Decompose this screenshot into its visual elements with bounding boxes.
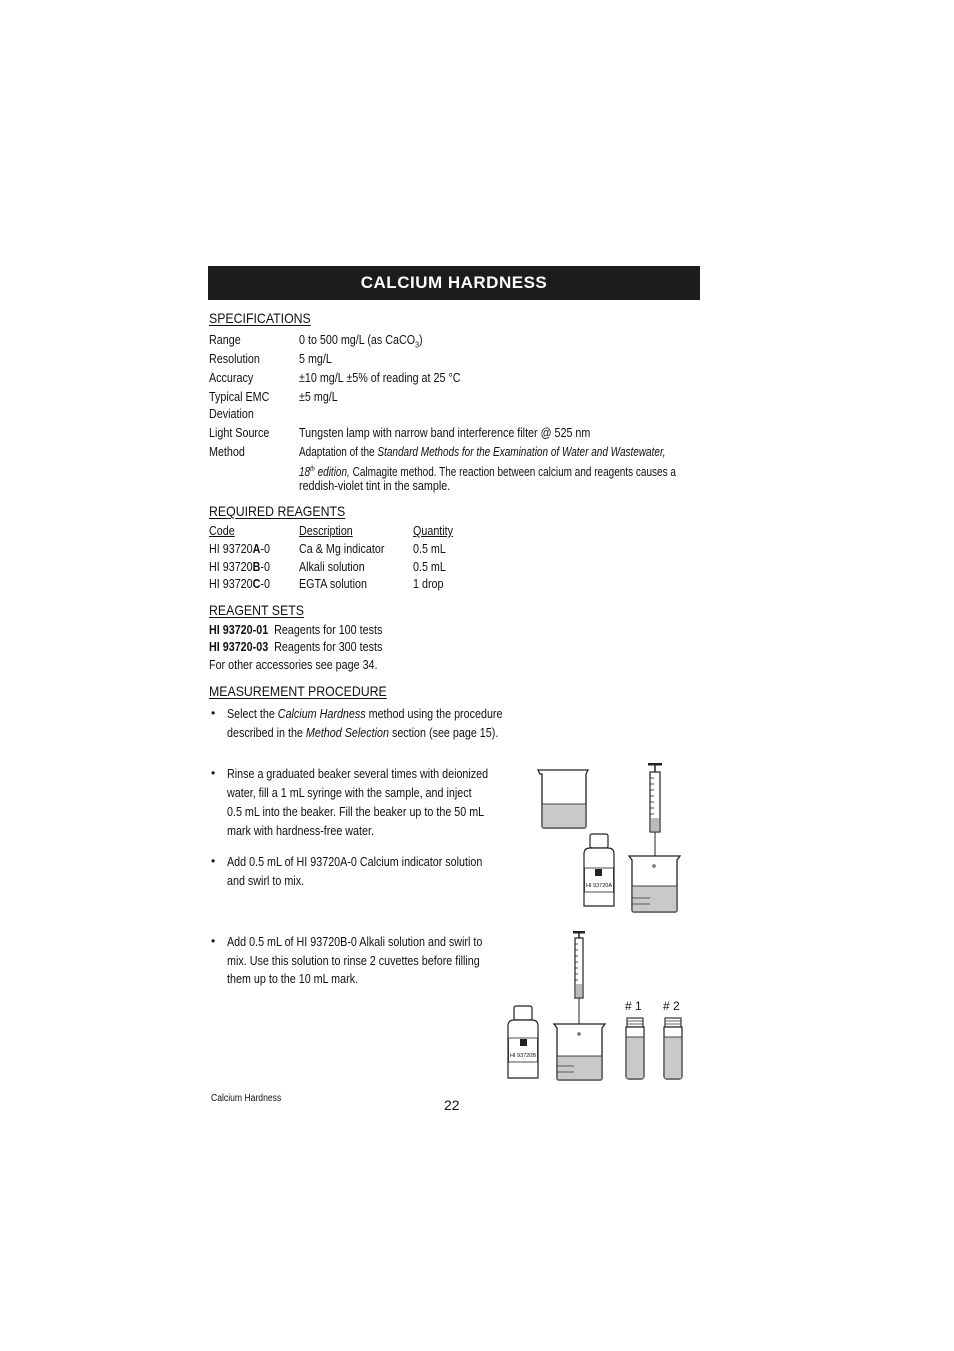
- reagent-code: HI 93720B-0: [209, 560, 270, 574]
- method-line-3: reddish-violet tint in the sample.: [299, 479, 451, 493]
- reagent-description: Alkali solution: [299, 560, 365, 574]
- syringe-icon: [573, 931, 585, 1032]
- step-1-line-2: described in the Method Selection section (see page 15).: [227, 726, 499, 740]
- emc-label-line2: Deviation: [209, 407, 254, 421]
- accuracy-value: ±10 mg/L ±5% of reading at 25 °C: [299, 371, 461, 385]
- reagent-description: Ca & Mg indicator: [299, 542, 385, 556]
- reagent-quantity: 0.5 mL: [413, 542, 446, 556]
- section-title-bar: [208, 266, 700, 300]
- step-2-line-3: 0.5 mL into the beaker. Fill the beaker up to the 50 mL: [227, 805, 485, 819]
- footer-section-name: Calcium Hardness: [211, 1093, 282, 1104]
- step-3-line-2: and swirl to mix.: [227, 874, 305, 888]
- measurement-procedure-heading: MEASUREMENT PROCEDURE: [209, 683, 387, 699]
- reagent-description: EGTA solution: [299, 577, 367, 591]
- cuvette-icon: [664, 1018, 682, 1079]
- method-line-1: Adaptation of the Standard Methods for the Examination of Water and Wastewater,: [299, 445, 666, 459]
- accuracy-label: Accuracy: [209, 371, 254, 385]
- method-line-2: 18th edition, Calmagite method. The reaction between calcium and reagents causes a: [299, 465, 676, 480]
- emc-label-line1: Typical EMC: [209, 390, 270, 404]
- resolution-label: Resolution: [209, 352, 260, 366]
- range-value: 0 to 500 mg/L (as CaCO$_3$): [299, 333, 423, 350]
- accessories-note: For other accessories see page 34.: [209, 658, 378, 672]
- page-title: CALCIUM HARDNESS: [360, 273, 548, 292]
- figure-step-2-3: [530, 760, 700, 920]
- bullet-marker: •: [211, 766, 216, 780]
- reagent-quantity: 0.5 mL: [413, 560, 446, 574]
- beaker-icon: [629, 856, 680, 912]
- svg-text:HI 93720A: HI 93720A: [586, 883, 612, 889]
- reagent-sets-heading: REAGENT SETS: [209, 602, 304, 618]
- figure-step-4: [500, 928, 700, 1084]
- step-4-line-3: them up to the 10 mL mark.: [227, 972, 359, 986]
- reagent-set-1: HI 93720-01 Reagents for 100 tests: [209, 623, 383, 637]
- beaker-icon: [538, 770, 588, 828]
- step-2-line-1: Rinse a graduated beaker several times with deionized: [227, 767, 489, 781]
- reagent-code: HI 93720C-0: [209, 577, 270, 591]
- bullet-marker: •: [211, 934, 216, 948]
- method-label: Method: [209, 445, 245, 459]
- reagent-bottle-b-icon: [508, 1006, 538, 1078]
- reagent-bottle-a-icon: [584, 834, 614, 906]
- range-label: Range: [209, 333, 241, 347]
- svg-text:HI 93720B: HI 93720B: [510, 1053, 536, 1059]
- cuvette-1-label: # 1: [625, 999, 642, 1013]
- required-reagents-heading: REQUIRED REAGENTS: [209, 503, 346, 519]
- step-4-line-1: Add 0.5 mL of HI 93720B-0 Alkali solution and swirl to: [227, 935, 483, 949]
- beaker-icon: [554, 1024, 605, 1080]
- step-4-line-2: mix. Use this solution to rinse 2 cuvettes before filling: [227, 954, 480, 968]
- bullet-marker: •: [211, 854, 216, 868]
- reagent-set-2: HI 93720-03 Reagents for 300 tests: [209, 640, 383, 654]
- light-source-label: Light Source: [209, 426, 270, 440]
- reagent-quantity: 1 drop: [413, 577, 444, 591]
- specifications-heading: SPECIFICATIONS: [209, 310, 311, 326]
- bullet-marker: •: [211, 706, 216, 720]
- resolution-value: 5 mg/L: [299, 352, 332, 366]
- emc-value: ±5 mg/L: [299, 390, 338, 404]
- step-2-line-4: mark with hardness-free water.: [227, 824, 374, 838]
- page-number: 22: [444, 1097, 460, 1113]
- step-1-line-1: Select the Calcium Hardness method using the procedure: [227, 707, 503, 721]
- reagent-code: HI 93720A-0: [209, 542, 270, 556]
- col-header-description: Description: [299, 524, 353, 538]
- syringe-icon: [648, 763, 662, 858]
- cuvette-2-label: # 2: [663, 999, 680, 1013]
- col-header-quantity: Quantity: [413, 524, 454, 538]
- light-source-value: Tungsten lamp with narrow band interference filter @ 525 nm: [299, 426, 591, 440]
- step-2-line-2: water, fill a 1 mL syringe with the sample, and inject: [227, 786, 472, 800]
- step-3-line-1: Add 0.5 mL of HI 93720A-0 Calcium indicator solution: [227, 855, 483, 869]
- cuvette-icon: [626, 1018, 644, 1079]
- col-header-code: Code: [209, 524, 235, 538]
